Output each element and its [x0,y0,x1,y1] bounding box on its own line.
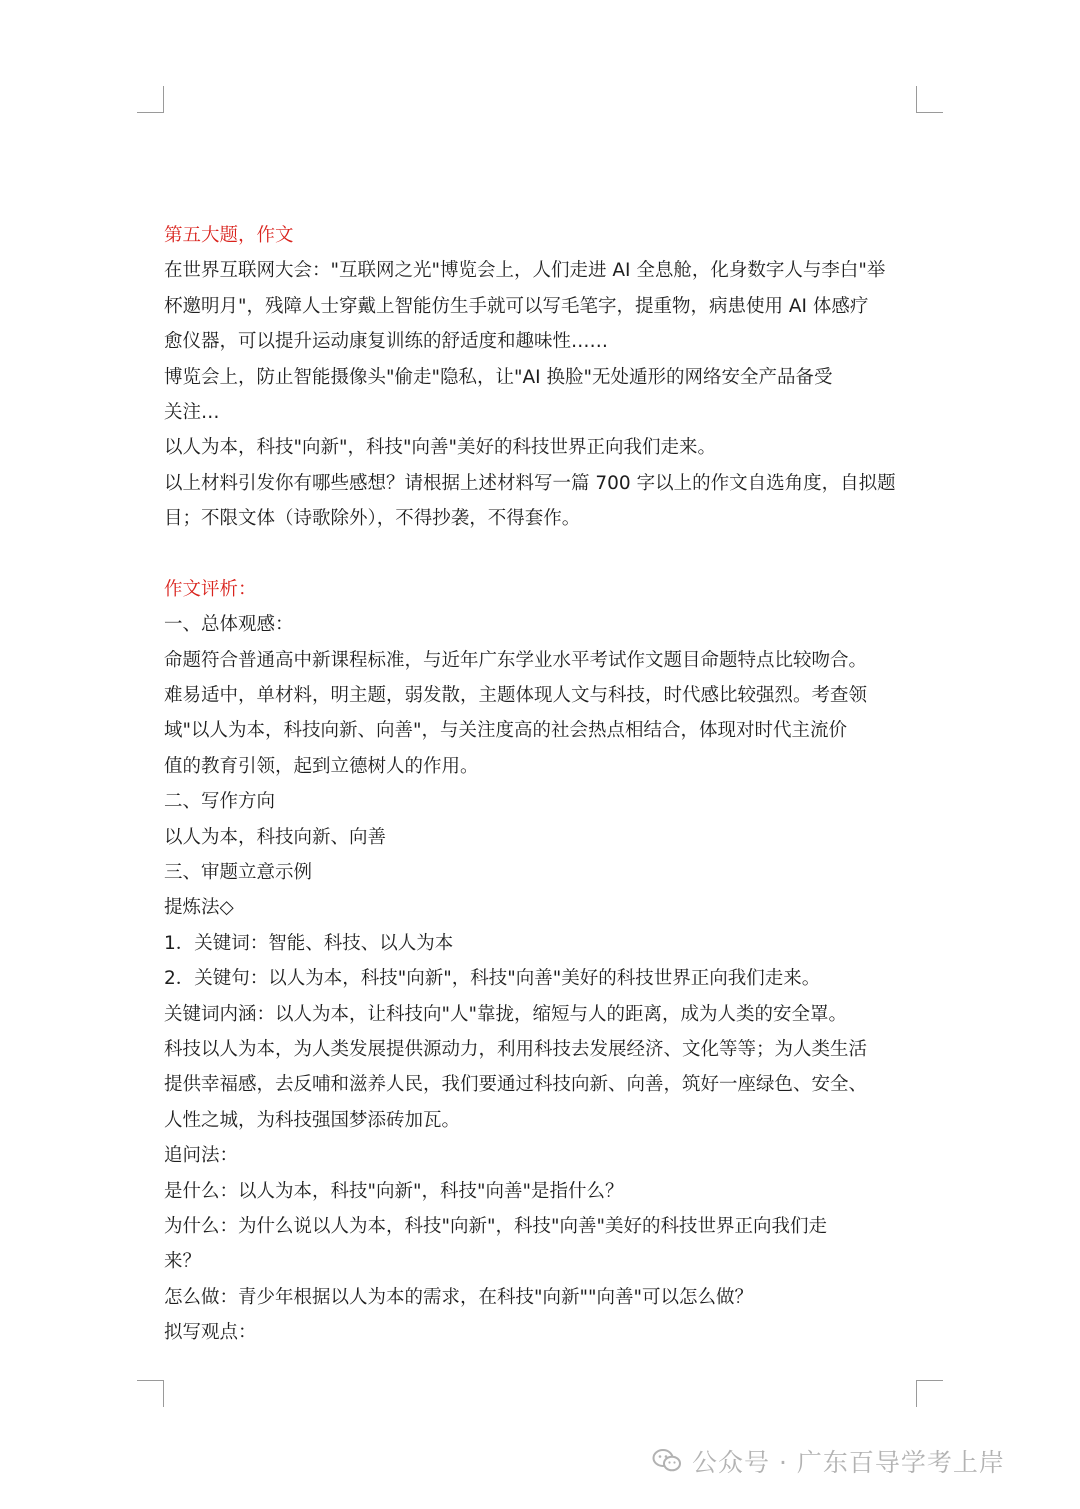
corner-mark-bottom-right [916,1380,943,1407]
analysis-line: 科技以人为本，为人类发展提供源动力，利用科技去发展经济、文化等等；为人类生活 [164,1038,868,1060]
analysis-line: 为什么：为什么说以人为本，科技"向新"，科技"向善"美好的科技世界正向我们走 [164,1215,828,1237]
prompt-line: 愈仪器，可以提升运动康复训练的舒适度和趣味性…… [164,331,609,353]
analysis-line: 关键词内涵：以人为本，让科技向"人"靠拢，缩短与人的距离，成为人类的安全罩。 [164,1003,848,1025]
analysis-line: 提供幸福感，去反哺和滋养人民，我们要通过科技向新、向善，筑好一座绿色、安全、 [164,1074,868,1096]
analysis-line: 三、审题立意示例 [164,862,313,884]
analysis-line: 追问法： [164,1145,239,1167]
analysis-line: 1．关键词：智能、科技、以人为本 [164,932,454,954]
watermark-text: 公众号 · 广东百导学考上岸 [692,1448,1005,1477]
analysis-line: 是什么：以人为本，科技"向新"，科技"向善"是指什么？ [164,1180,624,1202]
prompt-line: 在世界互联网大会："互联网之光"博览会上，人们走进 AI 全息舱，化身数字人与李白"举 [164,260,886,282]
prompt-line: 以人为本，科技"向新"，科技"向善"美好的科技世界正向我们走来。 [164,437,717,459]
section-title: 第五大题，作文 [164,225,294,246]
prompt-line: 杯邀明月"，残障人士穿戴上智能仿生手就可以写毛笔字，提重物，病患使用 AI 体感疗 [164,295,869,317]
prompt-line: 博览会上，防止智能摄像头"偷走"隐私，让"AI 换脸"无处遁形的网络安全产品备受 [164,366,833,388]
analysis-line: 命题符合普通高中新课程标准，与近年广东学业水平考试作文题目命题特点比较吻合。 [164,649,868,671]
corner-mark-top-right [916,86,943,113]
document-body [164,218,924,1351]
analysis-line: 拟写观点： [164,1322,257,1344]
analysis-line: 提炼法◇ [164,897,234,919]
analysis-line: 一、总体观感： [164,614,294,636]
essay-prompt [164,253,924,536]
analysis-line: 二、写作方向 [164,791,276,813]
analysis-line: 来？ [164,1251,202,1273]
watermark [652,1444,1005,1478]
analysis-line: 值的教育引领，起到立德树人的作用。 [164,755,479,777]
prompt-line: 目；不限文体（诗歌除外），不得抄袭，不得套作。 [164,508,581,530]
paragraph-gap [164,537,924,572]
analysis-line: 怎么做：青少年根据以人为本的需求，在科技"向新""向善"可以怎么做？ [164,1286,754,1308]
prompt-line: 以上材料引发你有哪些感想？请根据上述材料写一篇 700 字以上的作文自选角度，自拟题 [164,472,896,494]
analysis-line: 域"以人为本，科技向新、向善"，与关注度高的社会热点相结合，体现对时代主流价 [164,720,848,742]
corner-mark-bottom-left [137,1380,164,1407]
analysis-line: 难易适中，单材料，明主题，弱发散，主题体现人文与科技，时代感比较强烈。考查领 [164,685,868,707]
wechat-official-account-icon [652,1448,682,1474]
corner-mark-top-left [137,86,164,113]
essay-analysis [164,607,924,1350]
analysis-line: 人性之城，为科技强国梦添砖加瓦。 [164,1109,461,1131]
analysis-title: 作文评析： [164,578,257,600]
analysis-line: 以人为本，科技向新、向善 [164,826,387,848]
analysis-line: 2．关键句：以人为本，科技"向新"，科技"向善"美好的科技世界正向我们走来。 [164,968,821,990]
prompt-line: 关注… [164,401,220,423]
